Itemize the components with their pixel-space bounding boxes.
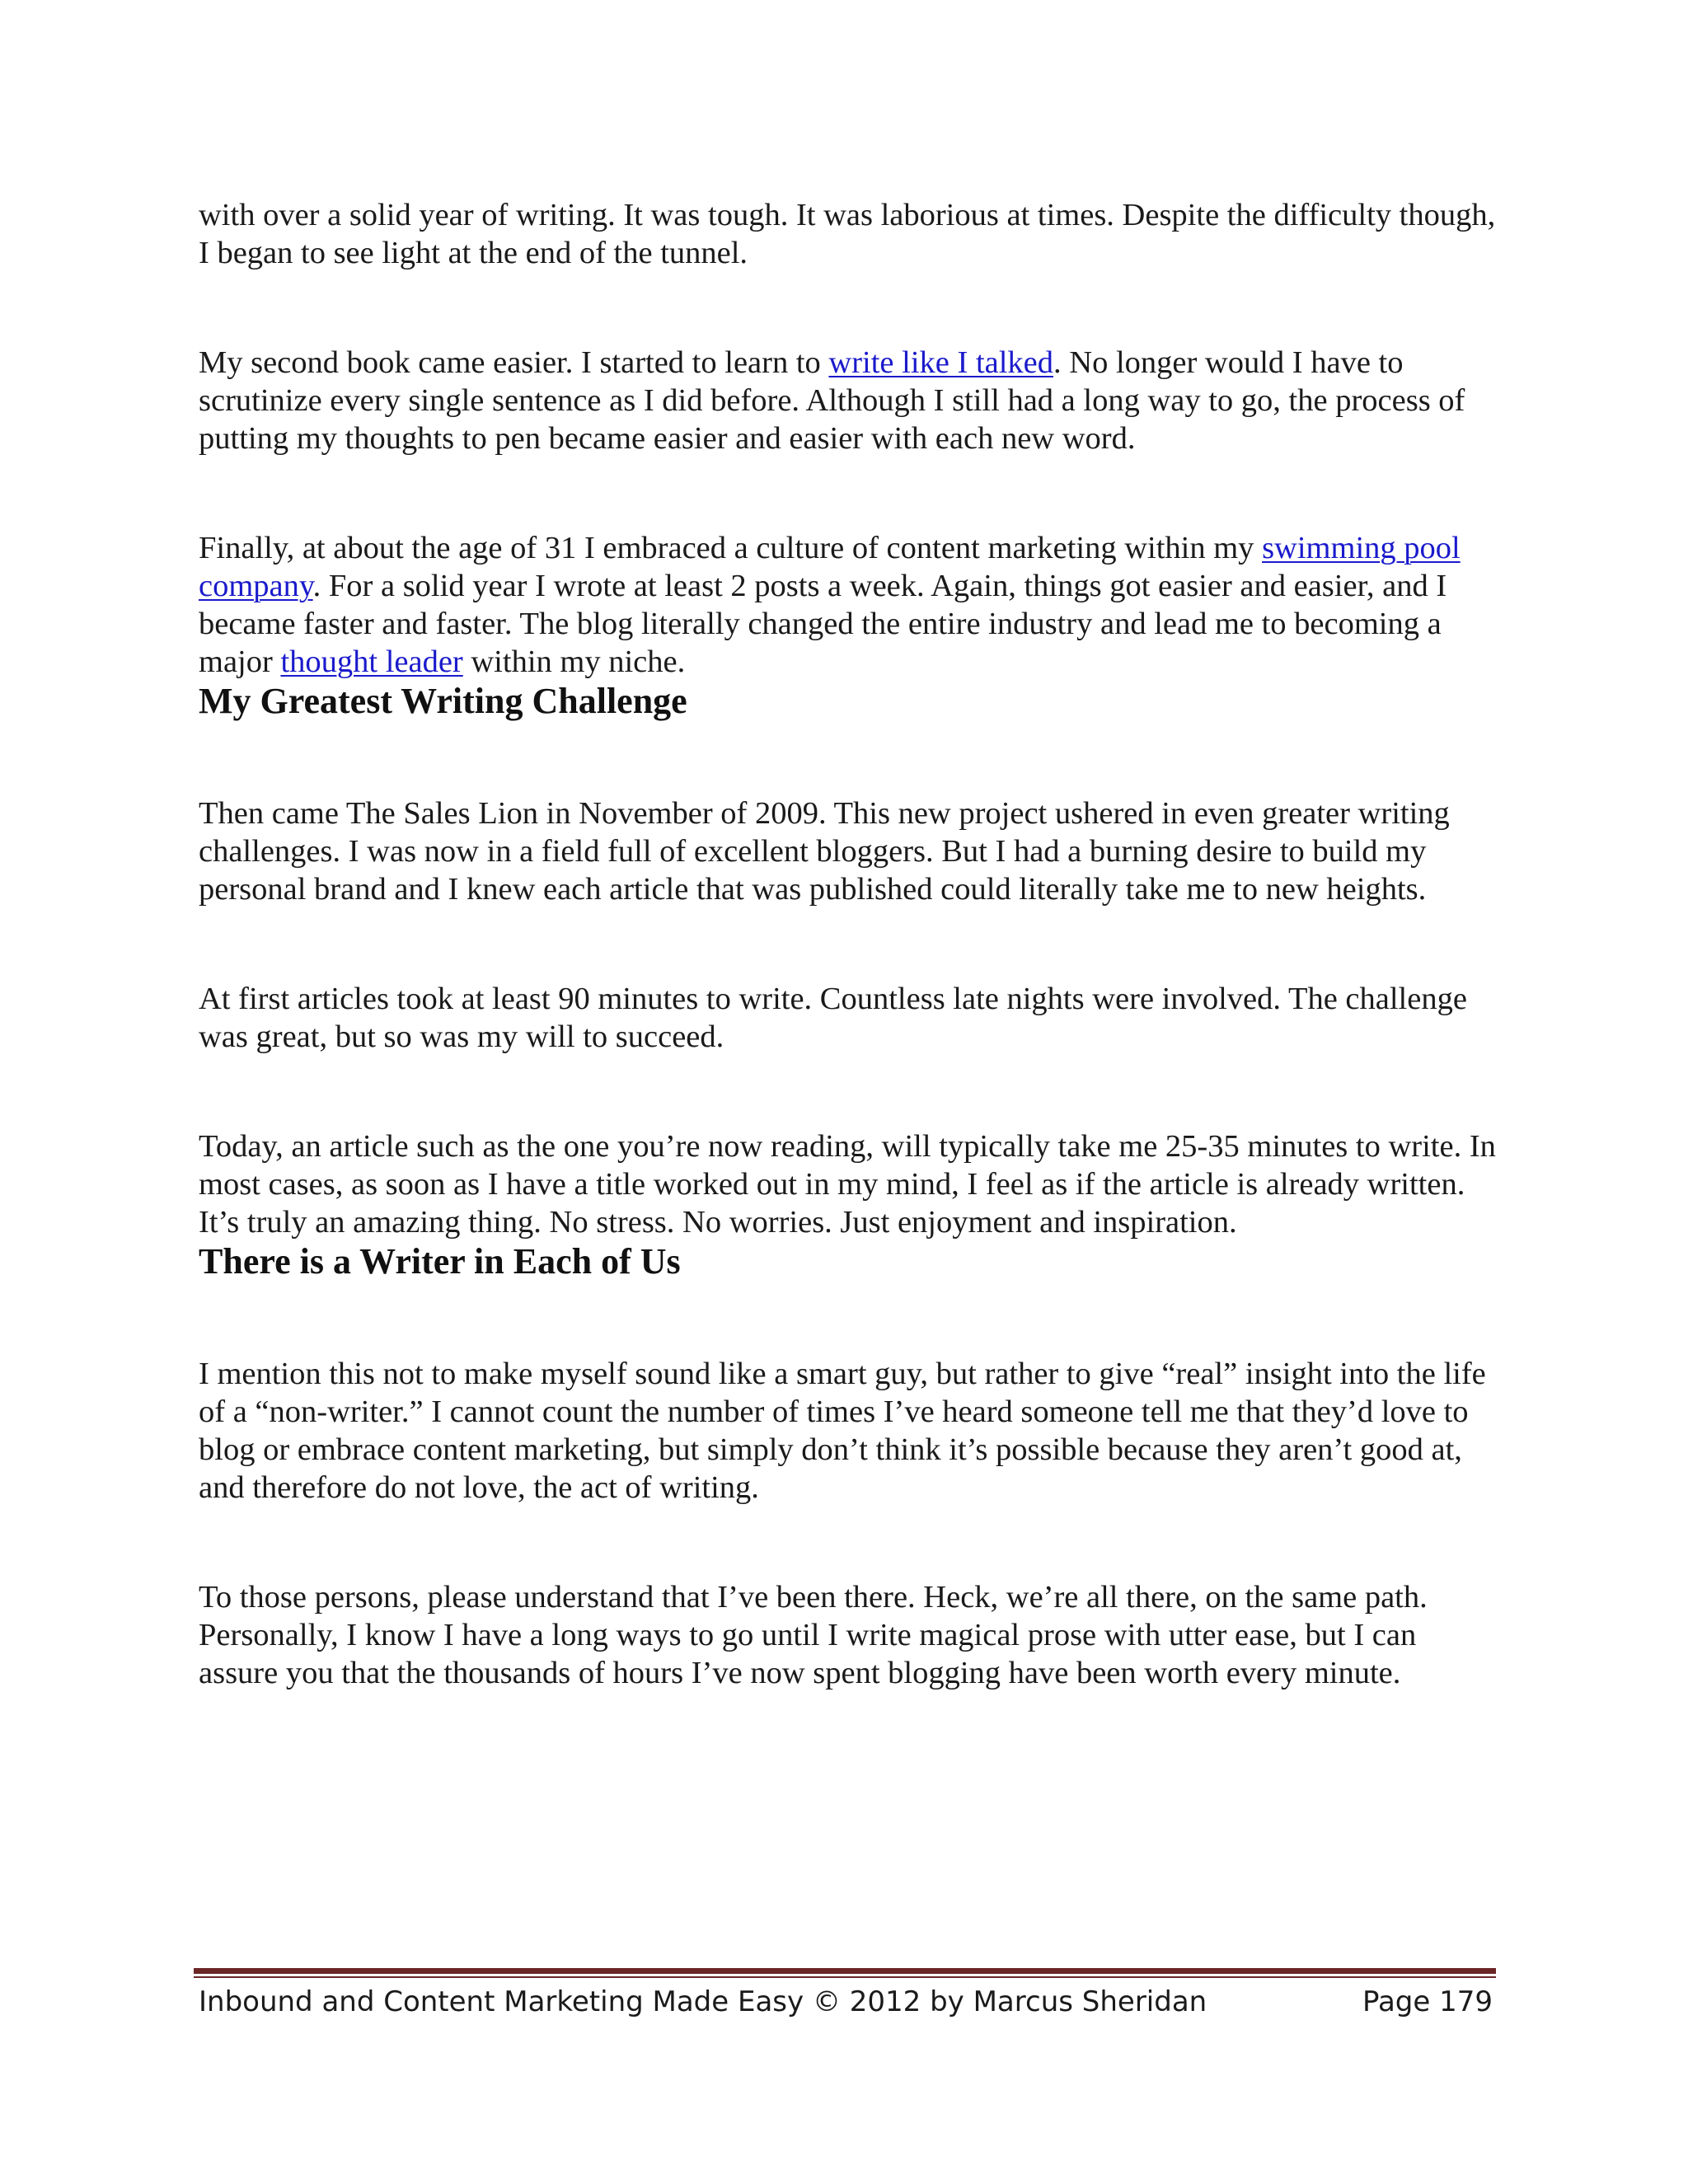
- paragraph-5: At first articles took at least 90 minutes to write. Countless late nights were involved. The challenge was great, but so was my will to succeed.: [199, 982, 1467, 1054]
- page-footer: [199, 1981, 1493, 2022]
- heading-writer-in-each-of-us: There is a Writer in Each of Us: [199, 1241, 681, 1282]
- footer-divider-thick: [194, 1968, 1496, 1974]
- paragraph-3-text-start: Finally, at about the age of 31 I embraced a culture of content marketing within my: [199, 531, 1263, 565]
- footer-divider-thin: [194, 1976, 1496, 1978]
- paragraph-4: Then came The Sales Lion in November of 2009. This new project ushered in even greater writing challenges. I was now in a field full of excellent bloggers. But I had a burning desire to build my personal brand and I knew each article that was published could literally take me to new heights.: [199, 796, 1450, 907]
- paragraph-8: To those persons, please understand that I’ve been there. Heck, we’re all there, on the same path. Personally, I know I have a long ways to go until I write magical prose with utter ease, but I can assure you that the thousands of hours I’ve now spent blogging have been worth every minute.: [199, 1580, 1428, 1690]
- paragraph-3: [199, 529, 1497, 681]
- footer-page-number: Page 179: [1362, 1985, 1493, 2018]
- paragraph-7: I mention this not to make myself sound like a smart guy, but rather to give “real” insight into the life of a “non-writer.” I cannot count the number of times I’ve heard someone tell me that they’d love to blog or embrace content marketing, but simply don’t think it’s possible because they aren’t good at, and therefore do not love, the act of writing.: [199, 1357, 1486, 1505]
- heading-greatest-writing-challenge: My Greatest Writing Challenge: [199, 681, 687, 721]
- paragraph-3-text-middle: . For a solid year I wrote at least 2 posts a week. Again, things got easier and easier, and I became faster and faster. The blog literally changed the entire industry and lead me to becoming a major: [199, 569, 1447, 679]
- paragraph-2-text-end: . No longer would I have to scrutinize every single sentence as I did before. Although I still had a long way to go, the process of putting my thoughts to pen became easier and easier with each new word.: [199, 345, 1465, 456]
- link-thought-leader[interactable]: thought leader: [280, 644, 463, 679]
- link-swimming-pool-company[interactable]: swimming pool company: [199, 531, 1461, 603]
- paragraph-1: with over a solid year of writing. It was tough. It was laborious at times. Despite the difficulty though, I began to see light at the end of the tunnel.: [199, 198, 1496, 270]
- footer-book-title: Inbound and Content Marketing Made Easy © 2012 by Marcus Sheridan: [199, 1985, 1207, 2018]
- paragraph-3-text-end: within my niche.: [462, 644, 686, 679]
- page-body: [199, 196, 1497, 1692]
- paragraph-6: Today, an article such as the one you’re now reading, will typically take me 25-35 minutes to write. In most cases, as soon as I have a title worked out in my mind, I feel as if the article is already written. It’s truly an amazing thing. No stress. No worries. Just enjoyment and inspiration.: [199, 1129, 1496, 1240]
- paragraph-2: [199, 344, 1497, 457]
- paragraph-2-text-start: My second book came easier. I started to learn to: [199, 345, 829, 380]
- link-write-like-i-talked[interactable]: write like I talked: [828, 345, 1054, 380]
